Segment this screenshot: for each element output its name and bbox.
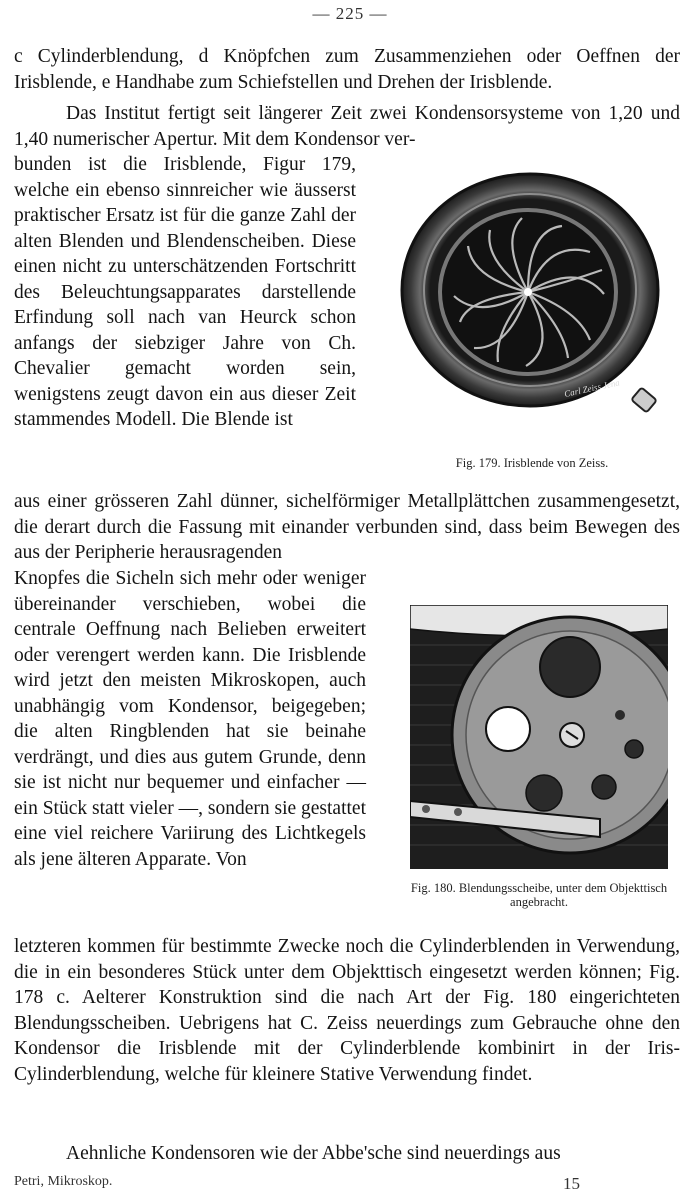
figure-180-diaphragm-disc — [410, 605, 668, 869]
iris-diaphragm-illustration — [398, 170, 666, 420]
paragraph-1-middle — [14, 489, 680, 566]
figure-180-caption: Fig. 180. Blendungsscheibe, unter dem Objekttisch angebracht. — [410, 881, 668, 909]
page-number: — 225 — — [312, 4, 388, 23]
diaphragm-disc-illustration — [410, 605, 668, 869]
engraving-text: Carl Zeiss Jena — [563, 377, 621, 399]
paragraph-1-end — [14, 934, 680, 1087]
paragraph-1-column-2 — [14, 566, 366, 872]
intro-paragraph — [14, 44, 680, 95]
intro-text: c Cylinderblendung, d Knöpfchen zum Zusammenziehen oder Oeffnen der Irisblende, e Handhabe zum Schiefstellen und Drehen der Irisblende. — [14, 46, 680, 93]
signature-mark: 15 — [563, 1174, 580, 1193]
footer-left: Petri, Mikroskop. — [14, 1174, 113, 1189]
paragraph-1-column-2-text: Knopfes die Sicheln sich mehr oder weniger übereinander verschieben, wobei die centrale Oeffnung nach Belieben erweitert oder verengert werden kann. Die Irisblende wird jetzt den meisten Mikroskopen, auch unabhängig vom Kondensor, beigegeben; die alten Ringblenden hat sie beinahe verdrängt, und dies aus gutem Grunde, denn sie ist nicht nur bequemer und einfacher — ein Stück statt vieler —, sondern sie gestattet eine viel reichere Variirung des Lichtkegels als jene älteren Apparate. Von — [14, 568, 366, 870]
figure-179-caption: Fig. 179. Irisblende von Zeiss. — [455, 456, 609, 470]
figure-179-iris-diaphragm — [398, 170, 666, 420]
paragraph-1-full-width: Das Institut fertigt seit längerer Zeit zwei Kondensorsysteme von 1,20 und 1,40 numerischer Apertur. Mit dem Kondensor ver- — [14, 103, 680, 150]
paragraph-1-start — [14, 101, 680, 152]
paragraph-2 — [14, 1141, 680, 1167]
paragraph-2-text: Aehnliche Kondensoren wie der Abbe'sche sind neuerdings aus — [66, 1143, 561, 1164]
paragraph-1-column-text: bunden ist die Irisblende, Figur 179, welche ein ebenso sinnreicher wie äusserst praktischer Ersatz ist für die ganze Zahl der alten Blenden und Blendenscheiben. Diese einen nicht zu unterschätzenden Fortschritt des Beleuchtungsapparates darstellende Erfindung soll nach van Heurck schon anfangs der siebziger Jahre von Ch. Chevalier gemacht worden sein, wenigstens zeugt davon ein aus dieser Zeit stammendes Modell. Die Blende ist — [14, 154, 356, 430]
paragraph-1-column — [14, 152, 356, 433]
paragraph-1-middle-text: aus einer grösseren Zahl dünner, sichelförmiger Metallplättchen zusammengesetzt, die derart durch die Fassung mit einander verbunden sind, dass beim Bewegen des aus der Peripherie herausragenden — [14, 491, 680, 563]
paragraph-1-end-text: letzteren kommen für bestimmte Zwecke noch die Cylinderblenden in Verwendung, die in ein besonderes Stück unter dem Objekttisch eingesetzt werden können; Fig. 178 c. Aelterer Konstruktion sind die nach Art der Fig. 180 eingerichteten Blendungsscheiben. Uebrigens hat C. Zeiss neuerdings zum Gebrauche ohne den Kondensor die Irisblende mit der Cylinderblende kombinirt in der Iris-Cylinderblendung, welche für kleinere Stative Verwendung findet. — [14, 936, 680, 1085]
page-footer — [14, 1174, 680, 1193]
